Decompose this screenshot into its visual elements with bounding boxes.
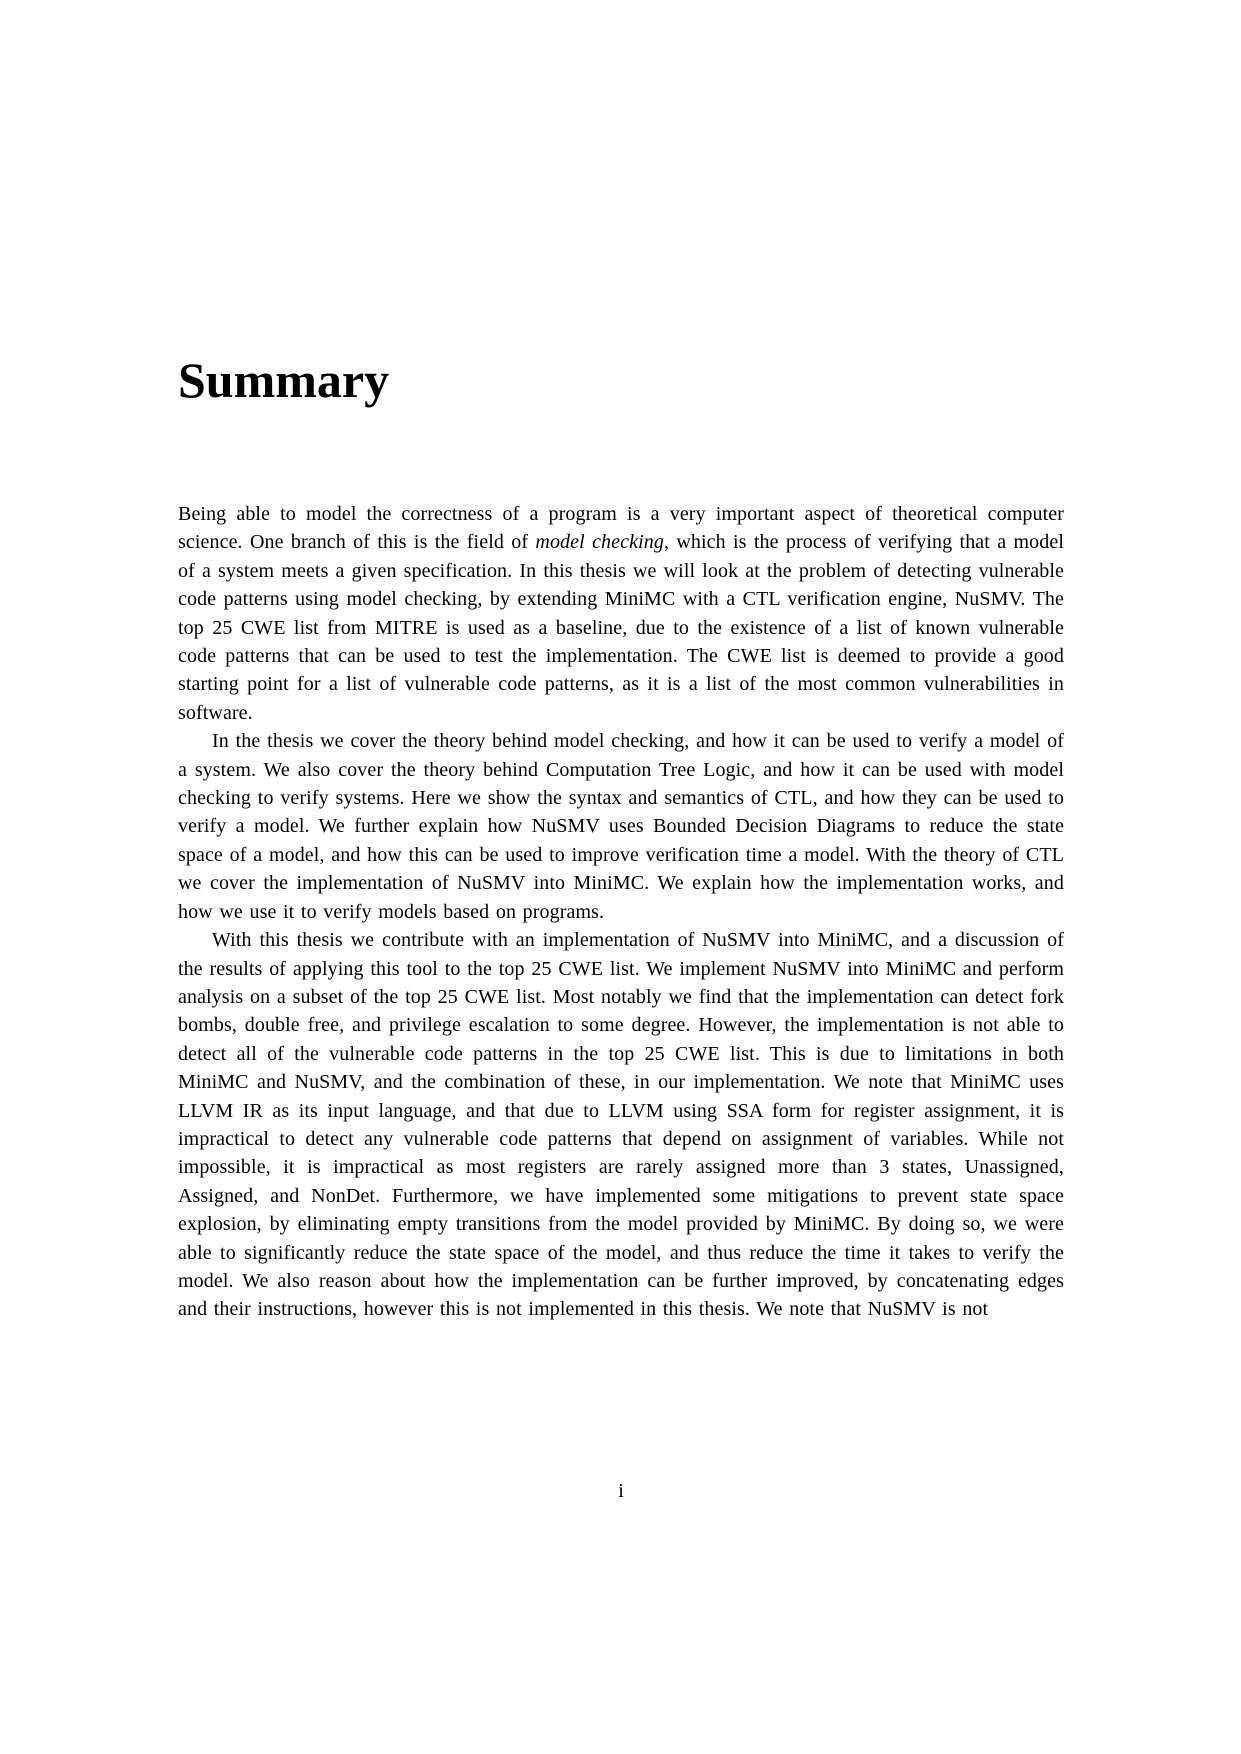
chapter-title: Summary — [178, 352, 390, 408]
body-text — [178, 500, 1064, 1324]
paragraph-3: With this thesis we contribute with an implementation of NuSMV into MiniMC, and a discussion of the results of applying this tool to the top 25 CWE list. We implement NuSMV into MiniMC and perform analysis on a subset of the top 25 CWE list. Most notably we find that the implementation can detect fork bombs, double free, and privilege escalation to some degree. However, the implementation is not able to detect all of the vulnerable code patterns in the top 25 CWE list. This is due to limitations in both MiniMC and NuSMV, and the combination of these, in our implementation. We note that MiniMC uses LLVM IR as its input language, and that due to LLVM using SSA form for register assignment, it is impractical to detect any vulnerable code patterns that depend on assignment of variables. While not impossible, it is impractical as most registers are rarely assigned more than 3 states, Unassigned, Assigned, and NonDet. Furthermore, we have implemented some mitigations to prevent state space explosion, by eliminating empty transitions from the model provided by MiniMC. By doing so, we were able to significantly reduce the state space of the model, and thus reduce the time it takes to verify the model. We also reason about how the implementation can be further improved, by concatenating edges and their instructions, however this is not implemented in this thesis. We note that NuSMV is not — [178, 929, 1064, 1321]
paragraph-1-text-end: , which is the process of verifying that a model of a system meets a given specification. In this thesis we will look at the problem of detecting vulnerable code patterns using model checking, by extending MiniMC with a CTL verification engine, NuSMV. The top 25 CWE list from MITRE is used as a baseline, due to the existence of a list of known vulnerable code patterns that can be used to test the implementation. The CWE list is deemed to provide a good starting point for a list of vulnerable code patterns, as it is a list of the most common vulnerabilities in software. — [178, 531, 1064, 724]
paragraph-1 — [178, 500, 1064, 727]
model-checking-italic-term: model checking — [535, 531, 664, 554]
paragraph-2: In the thesis we cover the theory behind model checking, and how it can be used to verify a model of a system. We also cover the theory behind Computation Tree Logic, and how it can be used with model checking to verify systems. Here we show the syntax and semantics of CTL, and how they can be used to verify a model. We further explain how NuSMV uses Bounded Decision Diagrams to reduce the state space of a model, and how this can be used to improve verification time a model. With the theory of CTL we cover the implementation of NuSMV into MiniMC. We explain how the implementation works, and how we use it to verify models based on programs. — [178, 730, 1064, 923]
paragraph-1-text-start: Being able to model the correctness of a program is a very important aspect of theoretical computer science. One branch of this is the field of — [178, 503, 1064, 554]
page-number: i — [618, 1480, 624, 1502]
